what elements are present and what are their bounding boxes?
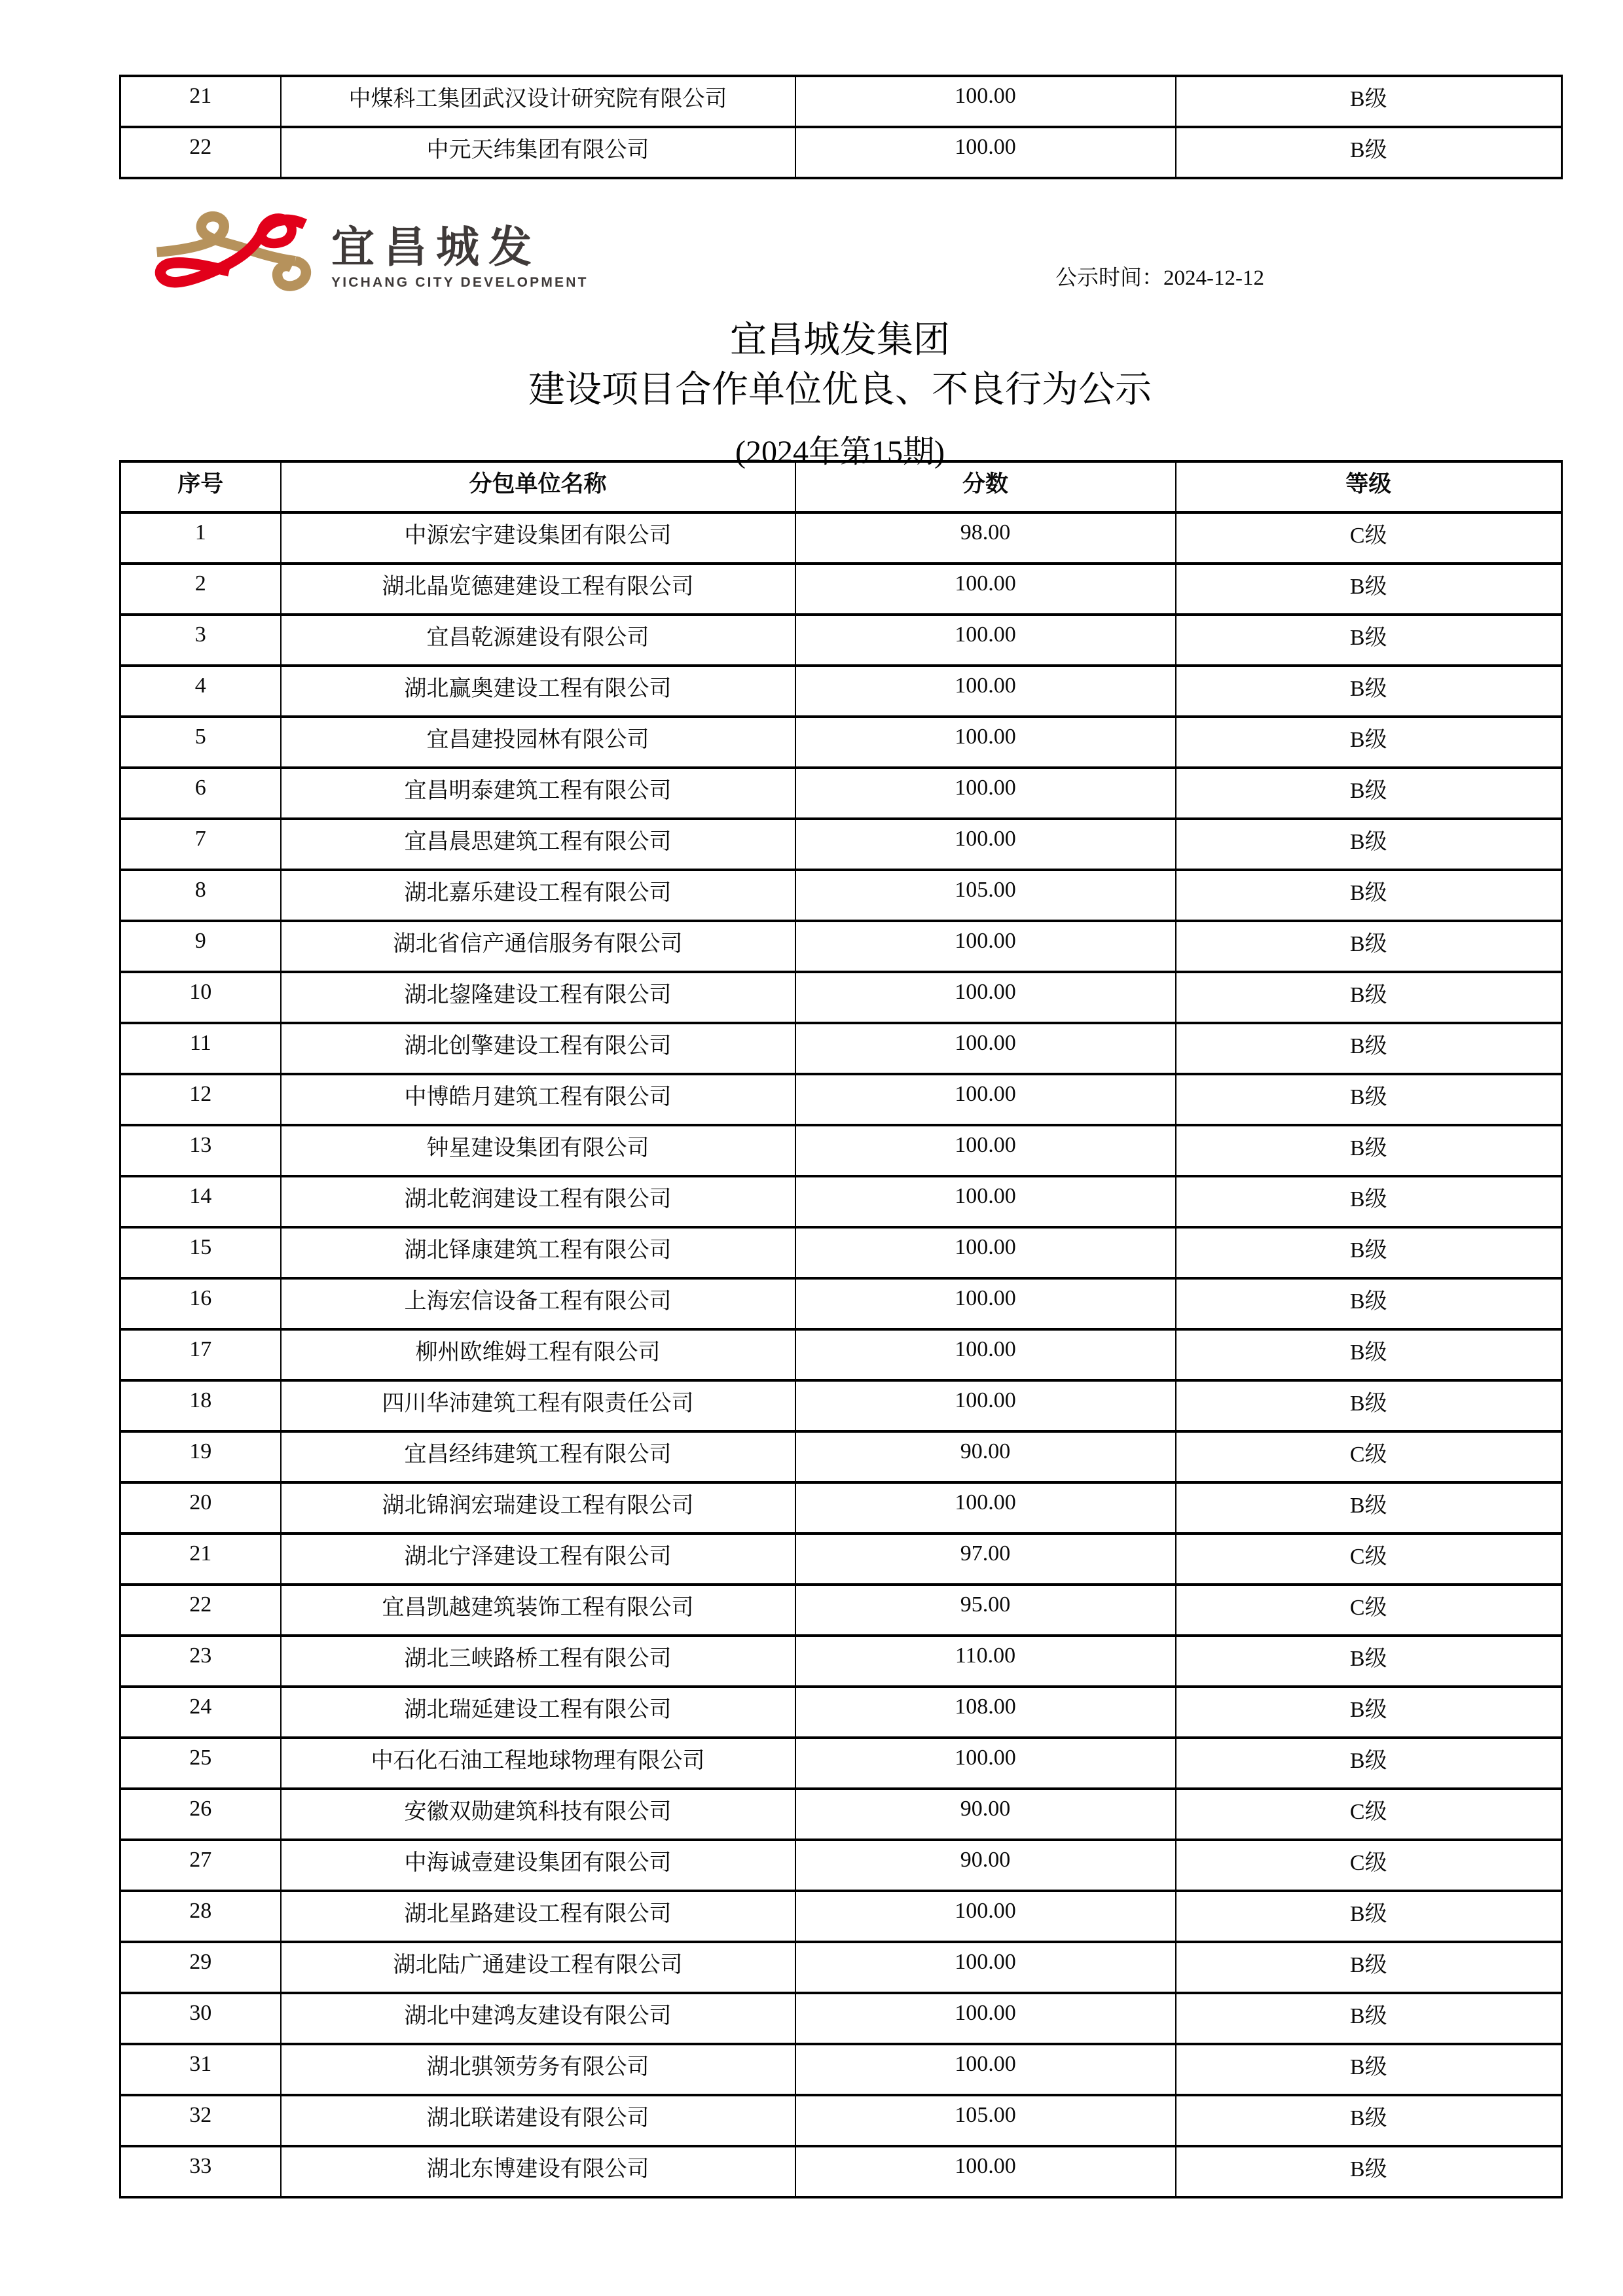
- cell-score: 105.00: [795, 870, 1176, 921]
- publish-time: [1055, 260, 1264, 291]
- cell-no: 1: [120, 512, 281, 564]
- cell-no: 18: [120, 1380, 281, 1431]
- table-row: [120, 512, 1562, 564]
- cell-company: 湖北铎康建筑工程有限公司: [281, 1227, 795, 1278]
- table-row: [120, 2146, 1562, 2197]
- cell-grade: B级: [1176, 127, 1562, 178]
- table-row: [120, 1942, 1562, 1993]
- cell-no: 22: [120, 127, 281, 178]
- table-row: [120, 1380, 1562, 1431]
- cell-company: 湖北创擎建设工程有限公司: [281, 1023, 795, 1074]
- logo-cn-text: 宜昌城发: [331, 224, 541, 272]
- cell-grade: B级: [1176, 921, 1562, 972]
- cell-company: 湖北赢奥建设工程有限公司: [281, 666, 795, 717]
- cell-score: 100.00: [795, 1023, 1176, 1074]
- cell-no: 5: [120, 717, 281, 768]
- title-line3: (2024年第15期): [735, 435, 945, 469]
- cell-company: 中海诚壹建设集团有限公司: [281, 1840, 795, 1891]
- cell-score: 97.00: [795, 1534, 1176, 1585]
- table-row: [120, 1738, 1562, 1789]
- col-header-3: 等级: [1176, 461, 1562, 512]
- cell-grade: B级: [1176, 564, 1562, 615]
- table-row: [120, 768, 1562, 819]
- cell-company: 四川华沛建筑工程有限责任公司: [281, 1380, 795, 1431]
- cell-company: 湖北乾润建设工程有限公司: [281, 1176, 795, 1227]
- cell-no: 8: [120, 870, 281, 921]
- cell-grade: C级: [1176, 1534, 1562, 1585]
- main-table: [119, 460, 1563, 2198]
- col-header-0: 序号: [120, 461, 281, 512]
- table-row: [120, 1585, 1562, 1636]
- title-line1: 宜昌城发集团: [730, 320, 950, 361]
- cell-grade: B级: [1176, 1227, 1562, 1278]
- cell-score: 100.00: [795, 717, 1176, 768]
- cell-score: 90.00: [795, 1840, 1176, 1891]
- title-line2: 建设项目合作单位优良、不良行为公示: [528, 370, 1152, 410]
- cell-score: 100.00: [795, 76, 1176, 127]
- cell-score: 100.00: [795, 972, 1176, 1023]
- cell-grade: B级: [1176, 1023, 1562, 1074]
- cell-no: 14: [120, 1176, 281, 1227]
- continuation-table: [119, 75, 1563, 179]
- cell-grade: B级: [1176, 2095, 1562, 2146]
- cell-company: 中煤科工集团武汉设计研究院有限公司: [281, 76, 795, 127]
- cell-score: 100.00: [795, 1380, 1176, 1431]
- cell-score: 100.00: [795, 666, 1176, 717]
- cell-no: 21: [120, 1534, 281, 1585]
- cell-score: 100.00: [795, 2044, 1176, 2095]
- cell-grade: B级: [1176, 666, 1562, 717]
- continuation-table-body: [120, 76, 1562, 178]
- cell-score: 100.00: [795, 1482, 1176, 1534]
- table-row: [120, 1891, 1562, 1942]
- table-row: [120, 1993, 1562, 2044]
- cell-no: 10: [120, 972, 281, 1023]
- cell-company: 中石化石油工程地球物理有限公司: [281, 1738, 795, 1789]
- cell-no: 9: [120, 921, 281, 972]
- cell-grade: B级: [1176, 1636, 1562, 1687]
- cell-score: 100.00: [795, 819, 1176, 870]
- cell-company: 宜昌明泰建筑工程有限公司: [281, 768, 795, 819]
- cell-company: 湖北嘉乐建设工程有限公司: [281, 870, 795, 921]
- cell-no: 6: [120, 768, 281, 819]
- cell-no: 25: [120, 1738, 281, 1789]
- table-row: [120, 564, 1562, 615]
- cell-score: 100.00: [795, 1329, 1176, 1380]
- col-header-1: 分包单位名称: [281, 461, 795, 512]
- cell-score: 95.00: [795, 1585, 1176, 1636]
- cell-score: 100.00: [795, 921, 1176, 972]
- cell-company: 湖北三峡路桥工程有限公司: [281, 1636, 795, 1687]
- cell-company: 湖北骐领劳务有限公司: [281, 2044, 795, 2095]
- cell-grade: B级: [1176, 870, 1562, 921]
- table-row: [120, 1789, 1562, 1840]
- cell-company: 湖北鋆隆建设工程有限公司: [281, 972, 795, 1023]
- cell-grade: B级: [1176, 2146, 1562, 2197]
- cell-no: 11: [120, 1023, 281, 1074]
- cell-company: 湖北瑞延建设工程有限公司: [281, 1687, 795, 1738]
- cell-grade: B级: [1176, 717, 1562, 768]
- cell-grade: B级: [1176, 1993, 1562, 2044]
- cell-company: 柳州欧维姆工程有限公司: [281, 1329, 795, 1380]
- cell-no: 28: [120, 1891, 281, 1942]
- cell-no: 20: [120, 1482, 281, 1534]
- cell-company: 湖北东博建设有限公司: [281, 2146, 795, 2197]
- cell-company: 宜昌乾源建设有限公司: [281, 615, 795, 666]
- cell-no: 2: [120, 564, 281, 615]
- table-row: [120, 1687, 1562, 1738]
- cell-no: 23: [120, 1636, 281, 1687]
- cell-no: 24: [120, 1687, 281, 1738]
- table-row: [120, 921, 1562, 972]
- cell-grade: C级: [1176, 1840, 1562, 1891]
- header-row: [120, 461, 1562, 512]
- cell-grade: C级: [1176, 1789, 1562, 1840]
- cell-company: 宜昌经纬建筑工程有限公司: [281, 1431, 795, 1482]
- cell-no: 19: [120, 1431, 281, 1482]
- logo-text: [331, 225, 589, 291]
- table-row: [120, 2095, 1562, 2146]
- cell-no: 33: [120, 2146, 281, 2197]
- cell-grade: B级: [1176, 1482, 1562, 1534]
- table-row: [120, 870, 1562, 921]
- cell-grade: C级: [1176, 512, 1562, 564]
- cell-score: 100.00: [795, 1891, 1176, 1942]
- cell-no: 3: [120, 615, 281, 666]
- table-row: [120, 1482, 1562, 1534]
- cell-score: 90.00: [795, 1789, 1176, 1840]
- cell-grade: C级: [1176, 1585, 1562, 1636]
- cell-score: 100.00: [795, 1993, 1176, 2044]
- cell-no: 21: [120, 76, 281, 127]
- cell-grade: B级: [1176, 2044, 1562, 2095]
- cell-no: 16: [120, 1278, 281, 1329]
- cell-score: 100.00: [795, 1738, 1176, 1789]
- cell-no: 17: [120, 1329, 281, 1380]
- table-row: [120, 717, 1562, 768]
- table-row: [120, 2044, 1562, 2095]
- cell-company: 中博皓月建筑工程有限公司: [281, 1074, 795, 1125]
- cell-no: 26: [120, 1789, 281, 1840]
- table-row: [120, 666, 1562, 717]
- cell-company: 上海宏信设备工程有限公司: [281, 1278, 795, 1329]
- cell-score: 90.00: [795, 1431, 1176, 1482]
- col-header-2: 分数: [795, 461, 1176, 512]
- cell-no: 32: [120, 2095, 281, 2146]
- cell-company: 宜昌晨思建筑工程有限公司: [281, 819, 795, 870]
- table-row: [120, 819, 1562, 870]
- cell-score: 100.00: [795, 615, 1176, 666]
- table-row: [120, 1176, 1562, 1227]
- cell-score: 100.00: [795, 127, 1176, 178]
- company-logo: [149, 208, 589, 308]
- cell-no: 22: [120, 1585, 281, 1636]
- logo-en-text: YICHANG CITY DEVELOPMENT: [331, 275, 589, 290]
- cell-grade: B级: [1176, 1125, 1562, 1176]
- cell-company: 安徽双勋建筑科技有限公司: [281, 1789, 795, 1840]
- table-row: [120, 615, 1562, 666]
- table-row: [120, 1278, 1562, 1329]
- cell-grade: B级: [1176, 1687, 1562, 1738]
- document-title: [119, 315, 1561, 473]
- table-row: [120, 1074, 1562, 1125]
- cell-grade: B级: [1176, 1891, 1562, 1942]
- table-row: [120, 1023, 1562, 1074]
- publish-time-label: 公示时间：: [1055, 266, 1163, 290]
- table-row: [120, 76, 1562, 127]
- cell-company: 湖北中建鸿友建设有限公司: [281, 1993, 795, 2044]
- cell-score: 108.00: [795, 1687, 1176, 1738]
- cell-grade: B级: [1176, 615, 1562, 666]
- main-table-body: [120, 512, 1562, 2197]
- cell-score: 100.00: [795, 2146, 1176, 2197]
- cell-score: 100.00: [795, 768, 1176, 819]
- cell-company: 中源宏宇建设集团有限公司: [281, 512, 795, 564]
- cell-score: 100.00: [795, 1074, 1176, 1125]
- cell-company: 湖北晶览德建建设工程有限公司: [281, 564, 795, 615]
- table-row: [120, 1227, 1562, 1278]
- cell-company: 湖北联诺建设有限公司: [281, 2095, 795, 2146]
- cell-no: 15: [120, 1227, 281, 1278]
- cell-no: 31: [120, 2044, 281, 2095]
- cell-grade: B级: [1176, 76, 1562, 127]
- cell-company: 湖北宁泽建设工程有限公司: [281, 1534, 795, 1585]
- cell-score: 100.00: [795, 1125, 1176, 1176]
- table-row: [120, 1840, 1562, 1891]
- cell-score: 98.00: [795, 512, 1176, 564]
- cell-company: 湖北陆广通建设工程有限公司: [281, 1942, 795, 1993]
- cell-score: 100.00: [795, 564, 1176, 615]
- table-row: [120, 972, 1562, 1023]
- publish-time-value: 2024-12-12: [1163, 266, 1264, 290]
- cell-grade: C级: [1176, 1431, 1562, 1482]
- cell-score: 100.00: [795, 1176, 1176, 1227]
- cell-grade: B级: [1176, 1278, 1562, 1329]
- table-row: [120, 1534, 1562, 1585]
- cell-grade: B级: [1176, 972, 1562, 1023]
- cell-company: 湖北锦润宏瑞建设工程有限公司: [281, 1482, 795, 1534]
- cell-grade: B级: [1176, 768, 1562, 819]
- cell-company: 钟星建设集团有限公司: [281, 1125, 795, 1176]
- cell-score: 100.00: [795, 1278, 1176, 1329]
- cell-grade: B级: [1176, 1380, 1562, 1431]
- cell-no: 7: [120, 819, 281, 870]
- table-row: [120, 127, 1562, 178]
- table-row: [120, 1125, 1562, 1176]
- cell-grade: B级: [1176, 1176, 1562, 1227]
- cell-no: 27: [120, 1840, 281, 1891]
- cell-company: 宜昌建投园林有限公司: [281, 717, 795, 768]
- cell-score: 105.00: [795, 2095, 1176, 2146]
- table-row: [120, 1636, 1562, 1687]
- knot-logo-icon: [149, 210, 314, 306]
- table-row: [120, 1431, 1562, 1482]
- cell-company: 宜昌凯越建筑装饰工程有限公司: [281, 1585, 795, 1636]
- table-row: [120, 1329, 1562, 1380]
- cell-score: 100.00: [795, 1227, 1176, 1278]
- cell-no: 4: [120, 666, 281, 717]
- cell-company: 湖北星路建设工程有限公司: [281, 1891, 795, 1942]
- cell-grade: B级: [1176, 819, 1562, 870]
- cell-no: 30: [120, 1993, 281, 2044]
- cell-grade: B级: [1176, 1738, 1562, 1789]
- cell-no: 12: [120, 1074, 281, 1125]
- cell-grade: B级: [1176, 1074, 1562, 1125]
- cell-company: 中元天纬集团有限公司: [281, 127, 795, 178]
- cell-company: 湖北省信产通信服务有限公司: [281, 921, 795, 972]
- cell-score: 110.00: [795, 1636, 1176, 1687]
- cell-score: 100.00: [795, 1942, 1176, 1993]
- cell-no: 29: [120, 1942, 281, 1993]
- cell-grade: B级: [1176, 1942, 1562, 1993]
- cell-no: 13: [120, 1125, 281, 1176]
- cell-grade: B级: [1176, 1329, 1562, 1380]
